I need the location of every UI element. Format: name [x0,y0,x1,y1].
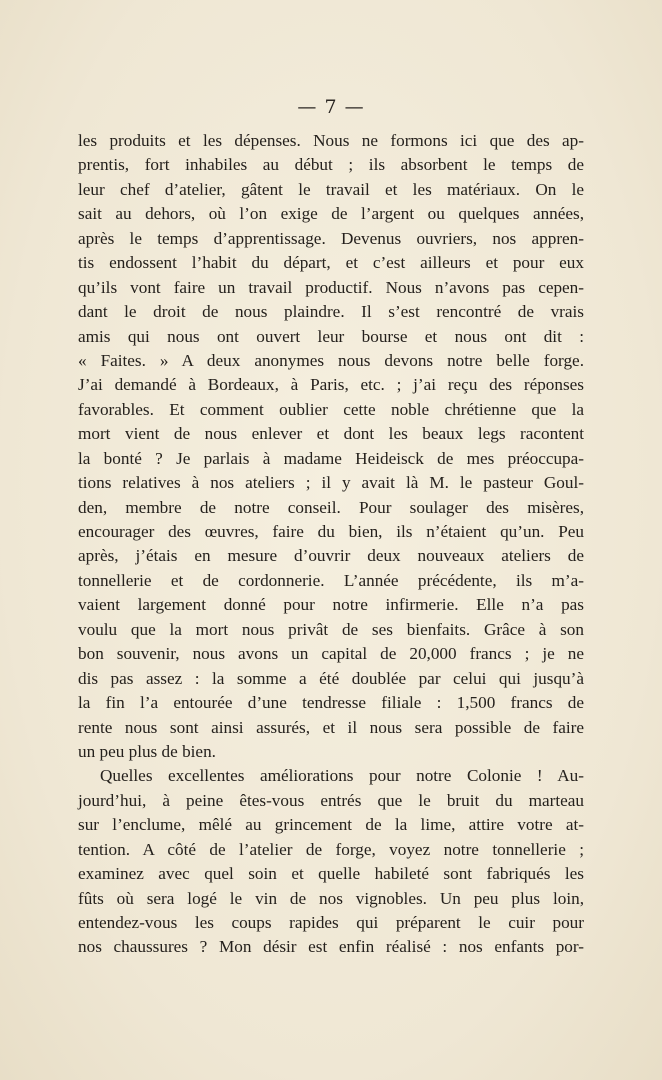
text-line: après le temps d’apprentissage. Devenus ouvriers, nos appren- [78,228,584,248]
text-line: entendez-vous les coups rapides qui préparent le cuir pour [78,913,584,932]
text-line: voulu que la mort nous privât de ses bienfaits. Grâce à son [78,619,584,639]
text-line: tention. A côté de l’atelier de forge, voyez notre tonnellerie ; [78,839,584,859]
body-text [78,129,584,960]
text-line: les produits et les dépenses. Nous ne formons ici que des ap- [78,131,584,150]
text-line: la bonté ? Je parlais à madame Heideisck de mes préoccupa- [78,448,584,468]
text-line: sait au dehors, où l’on exige de l’argent ou quelques années, [78,204,584,224]
text-line: examinez avec quel soin et quelle habileté sont fabriqués les [78,864,584,884]
text-line: la fin l’a entourée d’une tendresse filiale : 1,500 francs de [78,693,584,713]
paragraph [78,764,584,960]
text-line: vaient largement donné pour notre infirmerie. Elle n’a pas [78,595,584,615]
paragraph [78,129,584,764]
text-line: amis qui nous ont ouvert leur bourse et nous ont dit : [78,326,584,346]
text-line: rente nous sont ainsi assurés, et il nous sera possible de faire [78,717,584,737]
text-line: sur l’enclume, mêlé au grincement de la lime, attire votre at- [78,815,584,835]
text-line: « Faites. » A deux anonymes nous devons notre belle forge. [78,350,584,370]
text-line: den, membre de notre conseil. Pour soulager des misères, [78,497,584,517]
text-line: Quelles excellentes améliorations pour notre Colonie ! Au- [100,766,584,786]
page-number: — 7 — [297,96,365,118]
text-line: mort vient de nous enlever et dont les beaux legs racontent [78,424,584,444]
text-line: prentis, fort inhabiles au début ; ils absorbent le temps de [78,155,584,175]
text-line: après, j’étais en mesure d’ouvrir deux nouveaux ateliers de [78,546,584,566]
text-line: leur chef d’atelier, gâtent le travail et les matériaux. On le [78,179,584,199]
text-line: un peu plus de bien. [78,741,216,761]
text-line: dant le droit de nous plaindre. Il s’est rencontré de vrais [78,302,584,322]
text-line: nos chaussures ? Mon désir est enfin réalisé : nos enfants por- [78,937,584,957]
text-line: tonnellerie et de cordonnerie. L’année précédente, ils m’a- [78,570,584,590]
text-line: qu’ils vont faire un travail productif. Nous n’avons pas cepen- [78,277,584,297]
text-line: favorables. Et comment oublier cette noble chrétienne que la [78,399,584,419]
text-line: jourd’hui, à peine êtes-vous entrés que le bruit du marteau [78,790,584,810]
text-line: bon souvenir, nous avons un capital de 20,000 francs ; je ne [78,644,584,664]
text-line: encourager des œuvres, faire du bien, ils n’étaient qu’un. Peu [78,522,584,541]
text-line: fûts où sera logé le vin de nos vignobles. Un peu plus loin, [78,888,584,908]
text-line: dis pas assez : la somme a été doublée par celui qui jusqu’à [78,668,584,688]
text-line: tions relatives à nos ateliers ; il y avait là M. le pasteur Goul- [78,473,584,493]
text-line: J’ai demandé à Bordeaux, à Paris, etc. ; j’ai reçu des réponses [78,375,584,395]
text-line: tis endossent l’habit du départ, et c’est ailleurs et pour eux [78,253,584,273]
